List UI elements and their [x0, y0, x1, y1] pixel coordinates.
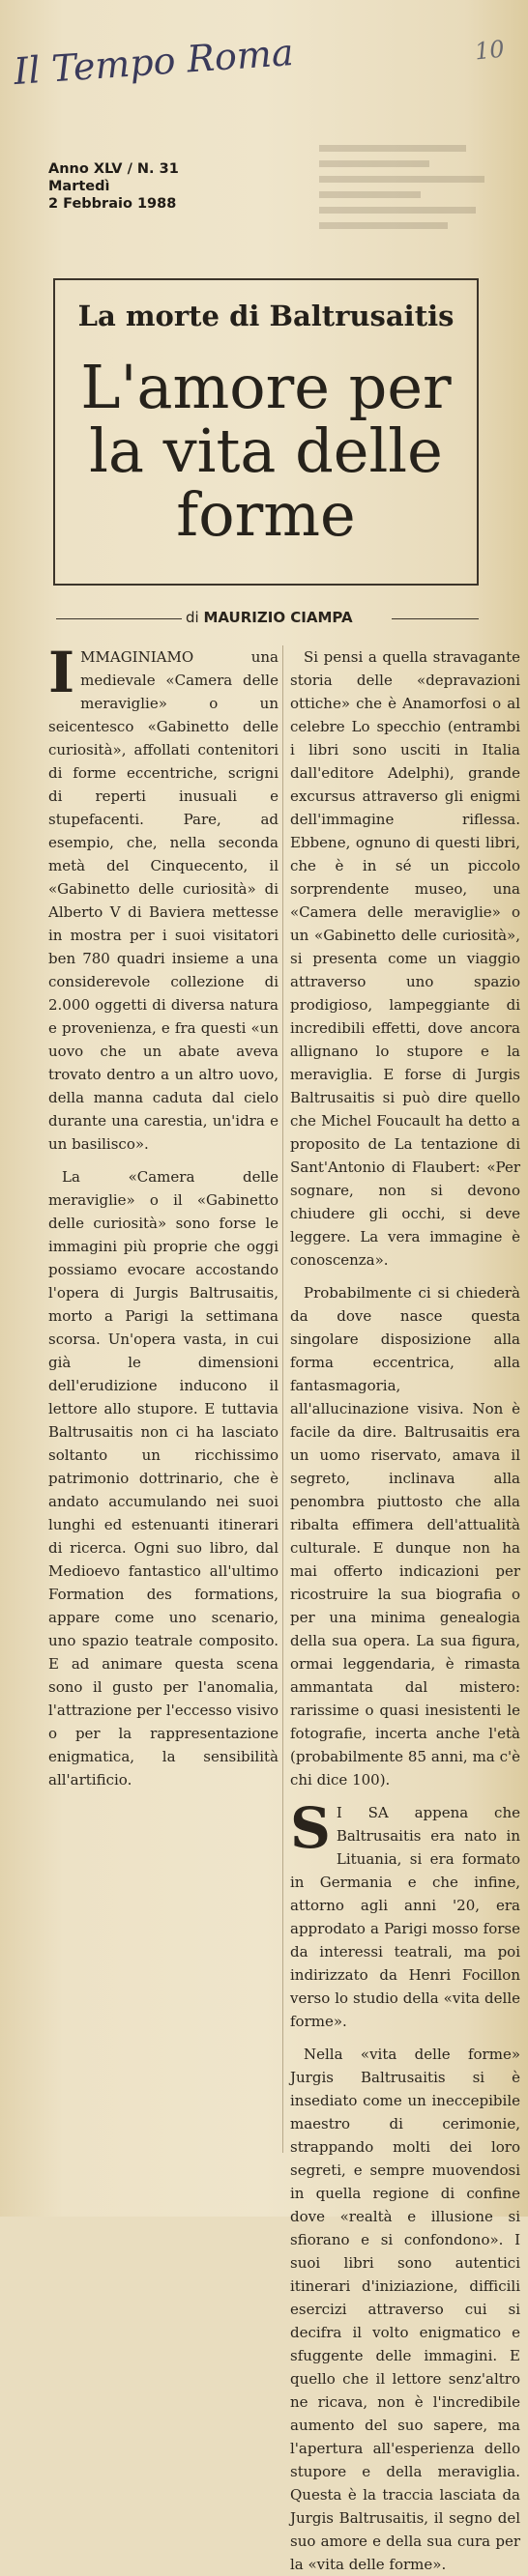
publication-date: 2 Febbraio 1988 — [48, 196, 177, 212]
drop-cap-i: I — [48, 640, 75, 705]
handwritten-source-note: Il Tempo Roma — [12, 30, 295, 94]
handwritten-page-number: 10 — [474, 35, 507, 66]
byline-author: MAURIZIO CIAMPA — [203, 609, 353, 626]
article-kicker: La morte di Baltrusaitis — [77, 300, 455, 332]
column-divider — [282, 645, 283, 2153]
paragraph-5: S I SA appena che Baltrusaitis era nato in Lituania, si era formato in Germania e che infine, attorno agli anni '20, era approdato a Parigi mosso forse da interessi teatrali, ma poi indirizzato da Henri Focillon verso lo studio della «vita delle forme». — [290, 1795, 520, 2030]
article-headline: L'amore per la vita delle forme — [80, 352, 452, 550]
paragraph-2: La «Camera delle meraviglie» o il «Gabinetto delle curiosità» sono forse le immagini più proprie che oggi possiamo evocare accostando l'opera di Jurgis Baltrusaitis, morto a Parigi la settimana scorsa. Un'opera vasta, in cui già le dimensioni dell'erudizione inducono il lettore allo stupore. E tuttavia Baltrusaitis non ci ha lasciato soltanto un ricchissimo patrimonio dottrinario, che è andato accumulando nei suoi lunghi ed estenuanti itinerari di ricerca. Ogni suo libro, dal Medioevo fantastico all'ultimo Formation des formations, appare come uno scenario, uno spazio teatrale composito. E ad animare questa scena sono il gusto per l'anomalia, l'attrazione per l'eccesso visivo o per la rappresentazione enigmatica, la sensibilità all'artificio. — [48, 1168, 279, 1789]
drop-cap-s: S — [290, 1795, 331, 1861]
masthead — [48, 160, 179, 213]
column-right — [290, 645, 520, 2573]
show-through-text — [319, 145, 503, 261]
paragraph-4: Probabilmente ci si chiederà da dove nasce questa singolare disposizione alla forma eccentrica, alla fantasmagoria, all'allucinazione visiva. Non è facile da dire. Baltrusaitis era un uomo riservato, amava il segreto, inclinava alla penombra piuttosto che alla ribalta effimera dell'attualità culturale. E dunque non ha mai offerto indicazioni per ricostruire la sua biografia o per una minima genealogia della sua opera. La sua figura, ormai leggendaria, è rimasta ammantata dal mistero: rarissime o quasi inesistenti le fotografie, incerta anche l'età (probabilmente 85 anni, ma c'è chi dice 100). — [290, 1284, 520, 1789]
paragraph-3: Si pensi a quella stravagante storia delle «depravazioni ottiche» che è Anamorfosi o al celebre Lo specchio (entrambi i libri sono usciti in Italia dall'editore Adelphi), grande excursus attraverso gli enigmi dell'immagine riflessa. Ebbene, ognuno di questi libri, che è in sé un piccolo sorprendente museo, una «Camera delle meraviglie» o un «Gabinetto delle curiosità», si presenta come un viaggio attraverso uno spazio prodigioso, lampeggiante di incredibili effetti, dove ancora allignano lo stupore e la meraviglia. E forse di Jurgis Baltrusaitis si può dire quello che Michel Foucault ha detto a proposito de La tentazione di Sant'Antonio di Flaubert: «Per sognare, non si devono chiudere gli occhi, si deve leggere. La vera immagine è conoscenza». — [290, 648, 520, 1269]
paragraph-1: IMMAGINIAMO una medievale «Camera delle meraviglie» o un seicentesco «Gabinetto delle curiosità», affollati contenitori di forme eccentriche, scrigni di reperti inusuali e stupefacenti. Pare, ad esempio, che, nella seconda metà del Cinquecento, il «Gabinetto delle curiosità» di Alberto V di Baviera mettesse in mostra per i suoi visitatori ben 780 quadri insieme a una considerevole collezione di 2.000 oggetti di diversa natura e provenienza, e fra questi «un uovo che un abate aveva trovato dentro a un altro uovo, della manna caduta dal cielo durante una carestia, un'idra e un basilisco». — [48, 640, 279, 1153]
byline-prefix: di — [186, 609, 199, 626]
title-box — [53, 278, 479, 586]
weekday: Martedì — [48, 179, 110, 194]
byline-rule-right — [392, 618, 479, 619]
byline — [186, 609, 353, 626]
issue-number: Anno XLV / N. 31 — [48, 161, 179, 177]
paragraph-6: Nella «vita delle forme» Jurgis Baltrusaitis si è insediato come un ineccepibile maestro di cerimonie, strappando molti dei loro segreti, e sempre muovendosi in quella regione di confine dove «realtà e illusione si sfiorano e si confondono». I suoi libri sono autentici itinerari d'iniziazione, difficili esercizi attraverso cui si decifra il volto enigmatico e sfuggente delle immagini. E quello che il lettore senz'altro ne ricava, non è l'incredibile aumento del suo sapere, ma l'apertura all'esperienza dello stupore e della meraviglia. Questa è la traccia lasciata da Jurgis Baltrusaitis, il segno del suo amore e della sua cura per la «vita delle forme». — [290, 2046, 520, 2573]
byline-rule-left — [56, 618, 182, 619]
column-left — [48, 640, 279, 2191]
